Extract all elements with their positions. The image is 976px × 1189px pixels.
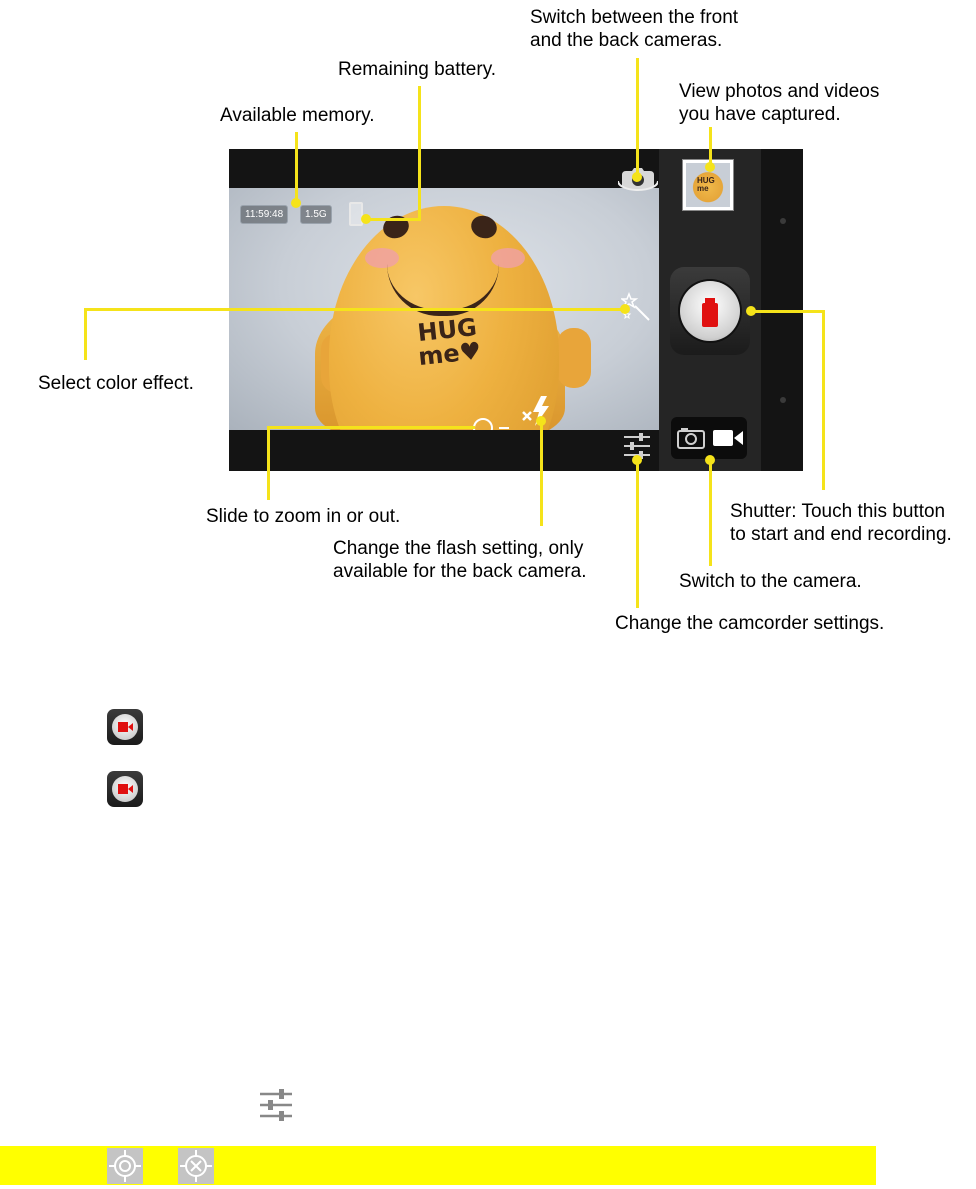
callout-line: [267, 426, 270, 500]
callout-dot: [536, 416, 546, 426]
toy-right-arm: [557, 328, 591, 388]
camera-mode-icon[interactable]: [677, 427, 705, 449]
zoom-minus-icon: [499, 427, 509, 429]
record-button-icon: [107, 709, 143, 745]
callout-switch-camera: Switch to the camera.: [679, 571, 862, 592]
callout-dot: [632, 455, 642, 465]
callout-switch-cameras: Switch between the front and the back cameras.: [530, 7, 739, 51]
record-button-icon: [107, 771, 143, 807]
memory-label: 1.5G: [300, 205, 332, 224]
record-button[interactable]: [670, 267, 750, 355]
callout-line: [267, 426, 475, 429]
callout-dot: [746, 306, 756, 316]
video-icon-lens: [128, 723, 133, 731]
video-icon-lens: [128, 785, 133, 793]
callout-color-effect: Select color effect.: [38, 373, 194, 394]
callout-zoom: Slide to zoom in or out.: [206, 506, 401, 527]
focus-icon: [107, 1148, 143, 1184]
battery-icon: [349, 202, 363, 226]
thumbnail-text: HUG me: [697, 176, 715, 193]
mode-switcher[interactable]: [671, 417, 747, 459]
callout-flash: Change the flash setting, only available for the back camera.: [333, 538, 587, 582]
callout-line: [709, 458, 712, 566]
callout-view-photos: View photos and videos you have captured.: [679, 81, 880, 125]
callout-line: [84, 308, 624, 311]
indicator-dot: [780, 397, 786, 403]
video-mode-icon[interactable]: [712, 429, 744, 447]
callout-line: [295, 132, 298, 202]
callout-available-memory: Available memory.: [220, 105, 375, 126]
record-button-icon: [702, 303, 718, 327]
callout-line: [636, 58, 639, 175]
callout-dot: [632, 172, 642, 182]
callout-line: [84, 308, 87, 360]
callout-line: [709, 127, 712, 167]
callout-line: [540, 420, 543, 526]
video-icon: [118, 784, 128, 794]
record-button-ring: [680, 281, 740, 341]
callout-line: [822, 310, 825, 490]
callout-dot: [705, 162, 715, 172]
toy-text: HUG me♥: [416, 313, 483, 372]
callout-dot: [620, 304, 630, 314]
video-icon: [118, 722, 128, 732]
callout-shutter: Shutter: Touch this button to start and end recording.: [730, 501, 952, 545]
indicator-dot: [780, 218, 786, 224]
callout-dot: [705, 455, 715, 465]
settings-sliders-icon: [258, 1088, 294, 1122]
callout-line: [636, 458, 639, 608]
callout-dot: [291, 198, 301, 208]
toy-right-eye: [468, 212, 500, 242]
callout-dot: [361, 214, 371, 224]
callout-remaining-battery: Remaining battery.: [338, 59, 497, 80]
callout-settings: Change the camcorder settings.: [615, 613, 885, 634]
callout-line: [750, 310, 825, 313]
focus-off-icon: [178, 1148, 214, 1184]
time-remaining-label: 11:59:48: [240, 205, 288, 224]
toy-left-eye: [380, 212, 412, 242]
callout-line: [365, 218, 421, 221]
callout-line: [418, 86, 421, 221]
